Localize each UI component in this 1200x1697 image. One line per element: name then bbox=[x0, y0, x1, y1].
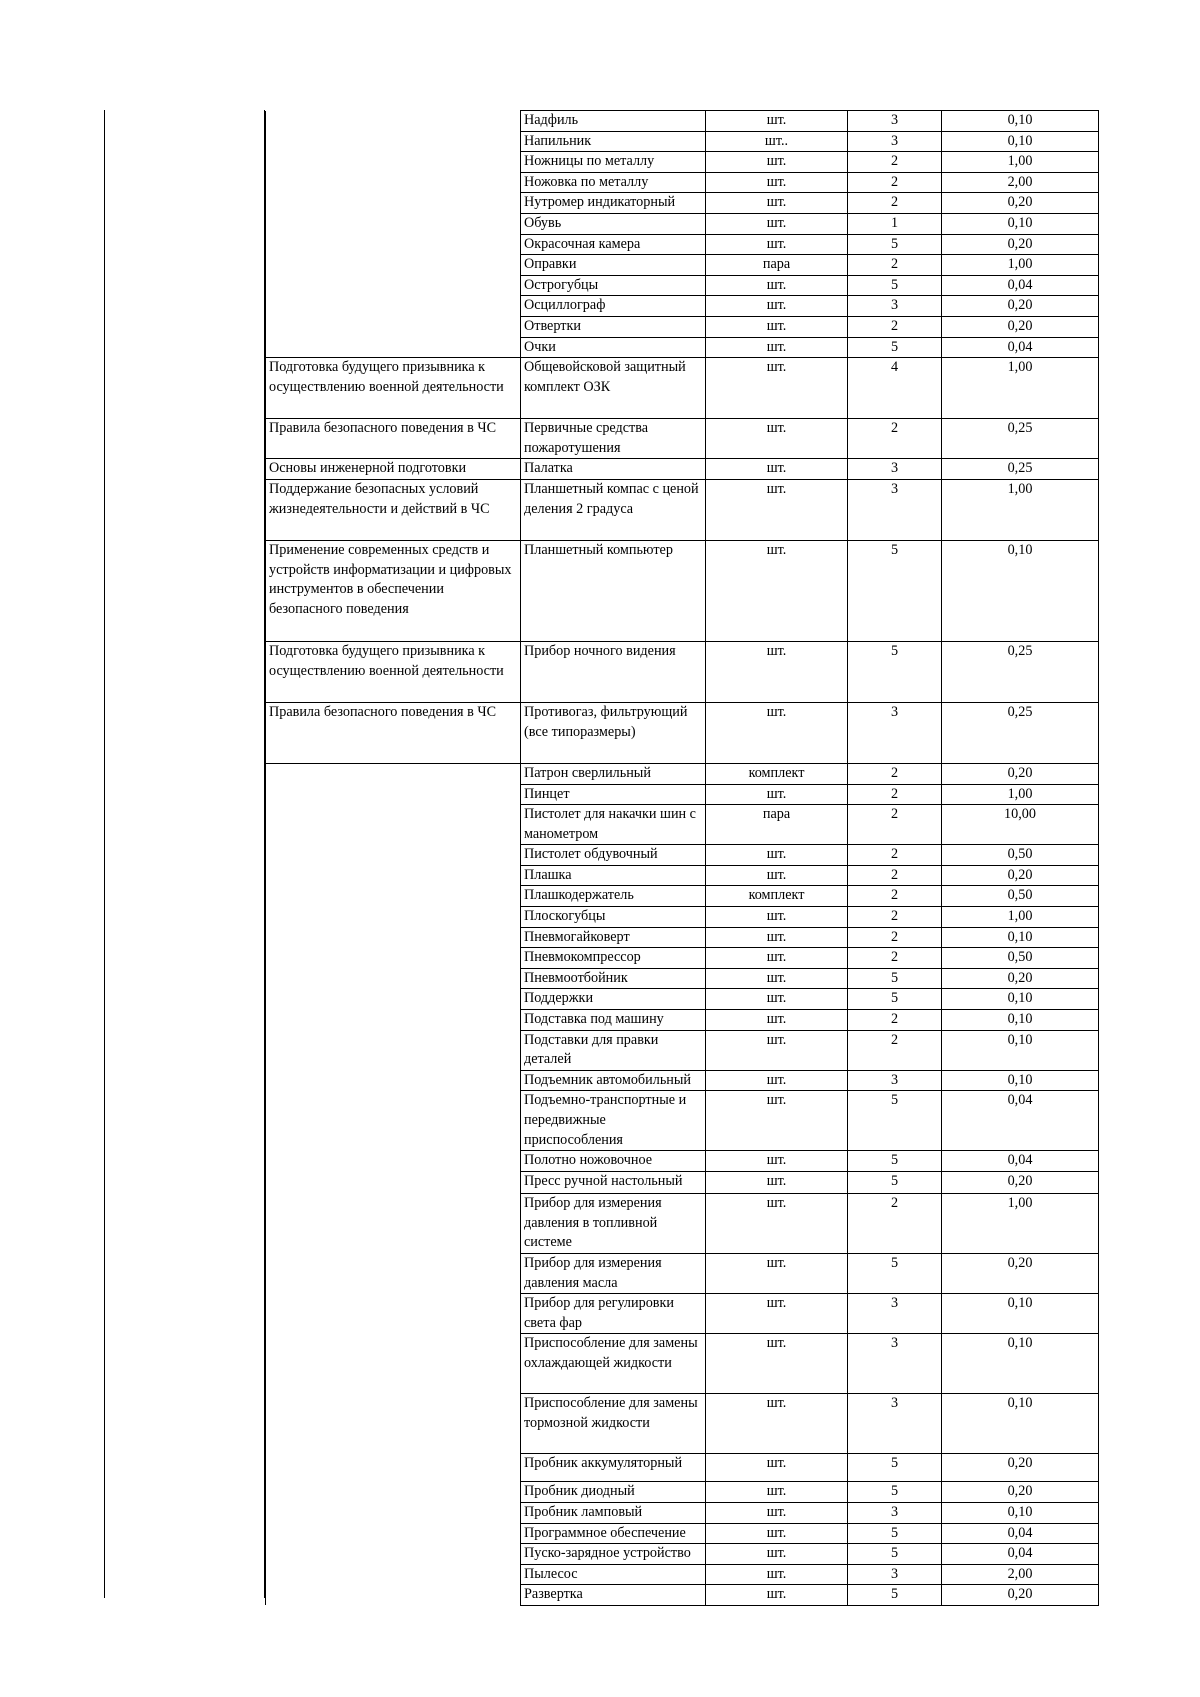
quantity-cell: 5 bbox=[848, 989, 942, 1010]
unit-cell: шт. bbox=[706, 459, 848, 480]
item-name: Надфиль bbox=[521, 111, 706, 132]
unit-cell: шт. bbox=[706, 1070, 848, 1091]
quantity-cell: 5 bbox=[848, 234, 942, 255]
unit-cell: шт. bbox=[706, 1564, 848, 1585]
quantity-cell: 5 bbox=[848, 1091, 942, 1151]
unit-cell: шт. bbox=[706, 1394, 848, 1454]
unit-cell: пара bbox=[706, 255, 848, 276]
coefficient-cell: 0,10 bbox=[942, 927, 1099, 948]
quantity-cell: 2 bbox=[848, 172, 942, 193]
unit-cell: шт. bbox=[706, 540, 848, 641]
quantity-cell: 3 bbox=[848, 111, 942, 132]
coefficient-cell: 10,00 bbox=[942, 805, 1099, 845]
item-name: Приспособление для замены охлаждающей жидкости bbox=[521, 1334, 706, 1394]
quantity-cell: 3 bbox=[848, 459, 942, 480]
coefficient-cell: 1,00 bbox=[942, 1194, 1099, 1254]
coefficient-cell: 0,20 bbox=[942, 1254, 1099, 1294]
coefficient-cell: 0,20 bbox=[942, 1172, 1099, 1194]
coefficient-cell: 0,20 bbox=[942, 296, 1099, 317]
quantity-cell: 2 bbox=[848, 948, 942, 969]
coefficient-cell: 0,10 bbox=[942, 213, 1099, 234]
quantity-cell: 2 bbox=[848, 316, 942, 337]
item-name: Пробник диодный bbox=[521, 1482, 706, 1503]
coefficient-cell: 0,04 bbox=[942, 1544, 1099, 1565]
coefficient-cell: 0,20 bbox=[942, 316, 1099, 337]
quantity-cell: 2 bbox=[848, 1030, 942, 1070]
item-name: Полотно ножовочное bbox=[521, 1151, 706, 1172]
quantity-cell: 5 bbox=[848, 968, 942, 989]
item-name: Программное обеспечение bbox=[521, 1523, 706, 1544]
unit-cell: шт. bbox=[706, 948, 848, 969]
coefficient-cell: 0,20 bbox=[942, 234, 1099, 255]
section-cell: Основы инженерной подготовки bbox=[266, 459, 521, 480]
item-name: Пробник ламповый bbox=[521, 1502, 706, 1523]
unit-cell: шт. bbox=[706, 845, 848, 866]
coefficient-cell: 0,10 bbox=[942, 1394, 1099, 1454]
item-name: Пистолет обдувочный bbox=[521, 845, 706, 866]
unit-cell: шт.. bbox=[706, 131, 848, 152]
item-name: Окрасочная камера bbox=[521, 234, 706, 255]
item-name: Плоскогубцы bbox=[521, 907, 706, 928]
coefficient-cell: 0,25 bbox=[942, 641, 1099, 702]
quantity-cell: 1 bbox=[848, 213, 942, 234]
unit-cell: шт. bbox=[706, 337, 848, 358]
quantity-cell: 3 bbox=[848, 1334, 942, 1394]
item-name: Подставки для правки деталей bbox=[521, 1030, 706, 1070]
item-name: Очки bbox=[521, 337, 706, 358]
quantity-cell: 2 bbox=[848, 1010, 942, 1031]
coefficient-cell: 0,20 bbox=[942, 968, 1099, 989]
item-name: Пистолет для накачки шин с манометром bbox=[521, 805, 706, 845]
unit-cell: шт. bbox=[706, 172, 848, 193]
unit-cell: шт. bbox=[706, 1454, 848, 1482]
unit-cell: шт. bbox=[706, 111, 848, 132]
unit-cell: шт. bbox=[706, 193, 848, 214]
quantity-cell: 3 bbox=[848, 131, 942, 152]
quantity-cell: 3 bbox=[848, 1564, 942, 1585]
item-name: Прибор ночного видения bbox=[521, 641, 706, 702]
section-cell: Применение современных средств и устройств информатизации и цифровых инструментов в обеспечении безопасного поведения bbox=[266, 540, 521, 641]
unit-cell: шт. bbox=[706, 1151, 848, 1172]
unit-cell: шт. bbox=[706, 296, 848, 317]
unit-cell: шт. bbox=[706, 1334, 848, 1394]
quantity-cell: 3 bbox=[848, 1502, 942, 1523]
quantity-cell: 2 bbox=[848, 805, 942, 845]
unit-cell: шт. bbox=[706, 1482, 848, 1503]
quantity-cell: 2 bbox=[848, 419, 942, 459]
item-name: Пневмокомпрессор bbox=[521, 948, 706, 969]
section-cell: Подготовка будущего призывника к осуществлению военной деятельности bbox=[266, 358, 521, 419]
item-name: Нутромер индикаторный bbox=[521, 193, 706, 214]
item-name: Планшетный компас с ценой деления 2 градуса bbox=[521, 479, 706, 540]
item-name: Отвертки bbox=[521, 316, 706, 337]
quantity-cell: 3 bbox=[848, 1394, 942, 1454]
item-name: Осциллограф bbox=[521, 296, 706, 317]
section-cell: Правила безопасного поведения в ЧС bbox=[266, 419, 521, 459]
item-name: Оправки bbox=[521, 255, 706, 276]
coefficient-cell: 0,04 bbox=[942, 1523, 1099, 1544]
quantity-cell: 5 bbox=[848, 641, 942, 702]
item-name: Пробник аккумуляторный bbox=[521, 1454, 706, 1482]
section-cell-empty bbox=[266, 763, 521, 1605]
quantity-cell: 2 bbox=[848, 1194, 942, 1254]
unit-cell: шт. bbox=[706, 784, 848, 805]
unit-cell: шт. bbox=[706, 1502, 848, 1523]
section-cell-empty bbox=[266, 111, 521, 358]
coefficient-cell: 0,20 bbox=[942, 865, 1099, 886]
unit-cell: шт. bbox=[706, 358, 848, 419]
item-name: Первичные средства пожаротушения bbox=[521, 419, 706, 459]
unit-cell: шт. bbox=[706, 1523, 848, 1544]
coefficient-cell: 0,10 bbox=[942, 1030, 1099, 1070]
quantity-cell: 2 bbox=[848, 784, 942, 805]
coefficient-cell: 0,10 bbox=[942, 1334, 1099, 1394]
unit-cell: шт. bbox=[706, 213, 848, 234]
coefficient-cell: 1,00 bbox=[942, 255, 1099, 276]
unit-cell: шт. bbox=[706, 275, 848, 296]
quantity-cell: 5 bbox=[848, 540, 942, 641]
unit-cell: шт. bbox=[706, 1010, 848, 1031]
coefficient-cell: 0,20 bbox=[942, 1482, 1099, 1503]
item-name: Общевойсковой защитный комплект ОЗК bbox=[521, 358, 706, 419]
item-name: Пылесос bbox=[521, 1564, 706, 1585]
unit-cell: шт. bbox=[706, 234, 848, 255]
quantity-cell: 5 bbox=[848, 337, 942, 358]
quantity-cell: 2 bbox=[848, 255, 942, 276]
coefficient-cell: 0,04 bbox=[942, 275, 1099, 296]
item-name: Ножовка по металлу bbox=[521, 172, 706, 193]
quantity-cell: 5 bbox=[848, 1523, 942, 1544]
item-name: Пресс ручной настольный bbox=[521, 1172, 706, 1194]
unit-cell: шт. bbox=[706, 968, 848, 989]
unit-cell: шт. bbox=[706, 927, 848, 948]
coefficient-cell: 0,20 bbox=[942, 763, 1099, 784]
quantity-cell: 5 bbox=[848, 1254, 942, 1294]
item-name: Обувь bbox=[521, 213, 706, 234]
item-name: Ножницы по металлу bbox=[521, 152, 706, 173]
quantity-cell: 2 bbox=[848, 763, 942, 784]
coefficient-cell: 0,04 bbox=[942, 337, 1099, 358]
quantity-cell: 2 bbox=[848, 927, 942, 948]
item-name: Планшетный компьютер bbox=[521, 540, 706, 641]
table-row bbox=[266, 358, 1099, 419]
unit-cell: шт. bbox=[706, 1030, 848, 1070]
item-name: Пневмогайковерт bbox=[521, 927, 706, 948]
unit-cell: шт. bbox=[706, 1254, 848, 1294]
unit-cell: шт. bbox=[706, 1585, 848, 1606]
item-name: Подставка под машину bbox=[521, 1010, 706, 1031]
coefficient-cell: 0,04 bbox=[942, 1151, 1099, 1172]
unit-cell: шт. bbox=[706, 865, 848, 886]
quantity-cell: 3 bbox=[848, 1294, 942, 1334]
unit-cell: шт. bbox=[706, 702, 848, 763]
equipment-table bbox=[265, 110, 1099, 1606]
item-name: Палатка bbox=[521, 459, 706, 480]
table-row bbox=[266, 479, 1099, 540]
unit-cell: шт. bbox=[706, 152, 848, 173]
coefficient-cell: 0,10 bbox=[942, 989, 1099, 1010]
item-name: Пинцет bbox=[521, 784, 706, 805]
quantity-cell: 5 bbox=[848, 1482, 942, 1503]
item-name: Приспособление для замены тормозной жидкости bbox=[521, 1394, 706, 1454]
section-cell: Правила безопасного поведения в ЧС bbox=[266, 702, 521, 763]
unit-cell: пара bbox=[706, 805, 848, 845]
coefficient-cell: 0,50 bbox=[942, 948, 1099, 969]
unit-cell: шт. bbox=[706, 419, 848, 459]
unit-cell: комплект bbox=[706, 886, 848, 907]
coefficient-cell: 0,25 bbox=[942, 459, 1099, 480]
quantity-cell: 3 bbox=[848, 702, 942, 763]
section-cell: Поддержание безопасных условий жизнедеятельности и действий в ЧС bbox=[266, 479, 521, 540]
item-name: Напильник bbox=[521, 131, 706, 152]
coefficient-cell: 0,50 bbox=[942, 886, 1099, 907]
coefficient-cell: 0,10 bbox=[942, 111, 1099, 132]
left-margin-rule bbox=[104, 110, 105, 1598]
item-name: Подъемно-транспортные и передвижные приспособления bbox=[521, 1091, 706, 1151]
quantity-cell: 5 bbox=[848, 1585, 942, 1606]
coefficient-cell: 0,10 bbox=[942, 131, 1099, 152]
quantity-cell: 2 bbox=[848, 865, 942, 886]
item-name: Плашка bbox=[521, 865, 706, 886]
coefficient-cell: 2,00 bbox=[942, 1564, 1099, 1585]
table-row bbox=[266, 540, 1099, 641]
coefficient-cell: 2,00 bbox=[942, 172, 1099, 193]
unit-cell: шт. bbox=[706, 1172, 848, 1194]
table-row bbox=[266, 111, 1099, 132]
unit-cell: шт. bbox=[706, 316, 848, 337]
section-cell: Подготовка будущего призывника к осуществлению военной деятельности bbox=[266, 641, 521, 702]
unit-cell: шт. bbox=[706, 1194, 848, 1254]
coefficient-cell: 1,00 bbox=[942, 907, 1099, 928]
coefficient-cell: 0,20 bbox=[942, 1585, 1099, 1606]
quantity-cell: 3 bbox=[848, 479, 942, 540]
item-name: Подъемник автомобильный bbox=[521, 1070, 706, 1091]
table-row bbox=[266, 419, 1099, 459]
table-row bbox=[266, 702, 1099, 763]
quantity-cell: 5 bbox=[848, 1454, 942, 1482]
quantity-cell: 3 bbox=[848, 296, 942, 317]
quantity-cell: 4 bbox=[848, 358, 942, 419]
item-name: Пуско-зарядное устройство bbox=[521, 1544, 706, 1565]
item-name: Поддержки bbox=[521, 989, 706, 1010]
quantity-cell: 2 bbox=[848, 907, 942, 928]
unit-cell: шт. bbox=[706, 907, 848, 928]
unit-cell: шт. bbox=[706, 1544, 848, 1565]
quantity-cell: 5 bbox=[848, 1151, 942, 1172]
coefficient-cell: 0,50 bbox=[942, 845, 1099, 866]
quantity-cell: 5 bbox=[848, 1172, 942, 1194]
item-name: Прибор для регулировки света фар bbox=[521, 1294, 706, 1334]
quantity-cell: 2 bbox=[848, 193, 942, 214]
quantity-cell: 5 bbox=[848, 275, 942, 296]
unit-cell: шт. bbox=[706, 1091, 848, 1151]
coefficient-cell: 0,25 bbox=[942, 702, 1099, 763]
quantity-cell: 5 bbox=[848, 1544, 942, 1565]
coefficient-cell: 0,25 bbox=[942, 419, 1099, 459]
item-name: Патрон сверлильный bbox=[521, 763, 706, 784]
quantity-cell: 2 bbox=[848, 152, 942, 173]
coefficient-cell: 0,10 bbox=[942, 540, 1099, 641]
unit-cell: шт. bbox=[706, 989, 848, 1010]
unit-cell: комплект bbox=[706, 763, 848, 784]
item-name: Пневмоотбойник bbox=[521, 968, 706, 989]
item-name: Плашкодержатель bbox=[521, 886, 706, 907]
coefficient-cell: 0,04 bbox=[942, 1091, 1099, 1151]
coefficient-cell: 0,10 bbox=[942, 1502, 1099, 1523]
unit-cell: шт. bbox=[706, 1294, 848, 1334]
coefficient-cell: 1,00 bbox=[942, 784, 1099, 805]
coefficient-cell: 0,20 bbox=[942, 193, 1099, 214]
coefficient-cell: 0,10 bbox=[942, 1294, 1099, 1334]
item-name: Прибор для измерения давления масла bbox=[521, 1254, 706, 1294]
coefficient-cell: 1,00 bbox=[942, 479, 1099, 540]
item-name: Прибор для измерения давления в топливной системе bbox=[521, 1194, 706, 1254]
table-row bbox=[266, 763, 1099, 784]
coefficient-cell: 0,10 bbox=[942, 1010, 1099, 1031]
table-row bbox=[266, 459, 1099, 480]
quantity-cell: 2 bbox=[848, 845, 942, 866]
item-name: Противогаз, фильтрующий (все типоразмеры) bbox=[521, 702, 706, 763]
coefficient-cell: 1,00 bbox=[942, 152, 1099, 173]
unit-cell: шт. bbox=[706, 641, 848, 702]
item-name: Острогубцы bbox=[521, 275, 706, 296]
table-row bbox=[266, 641, 1099, 702]
unit-cell: шт. bbox=[706, 479, 848, 540]
item-name: Развертка bbox=[521, 1585, 706, 1606]
quantity-cell: 3 bbox=[848, 1070, 942, 1091]
quantity-cell: 2 bbox=[848, 886, 942, 907]
coefficient-cell: 0,20 bbox=[942, 1454, 1099, 1482]
coefficient-cell: 1,00 bbox=[942, 358, 1099, 419]
coefficient-cell: 0,10 bbox=[942, 1070, 1099, 1091]
